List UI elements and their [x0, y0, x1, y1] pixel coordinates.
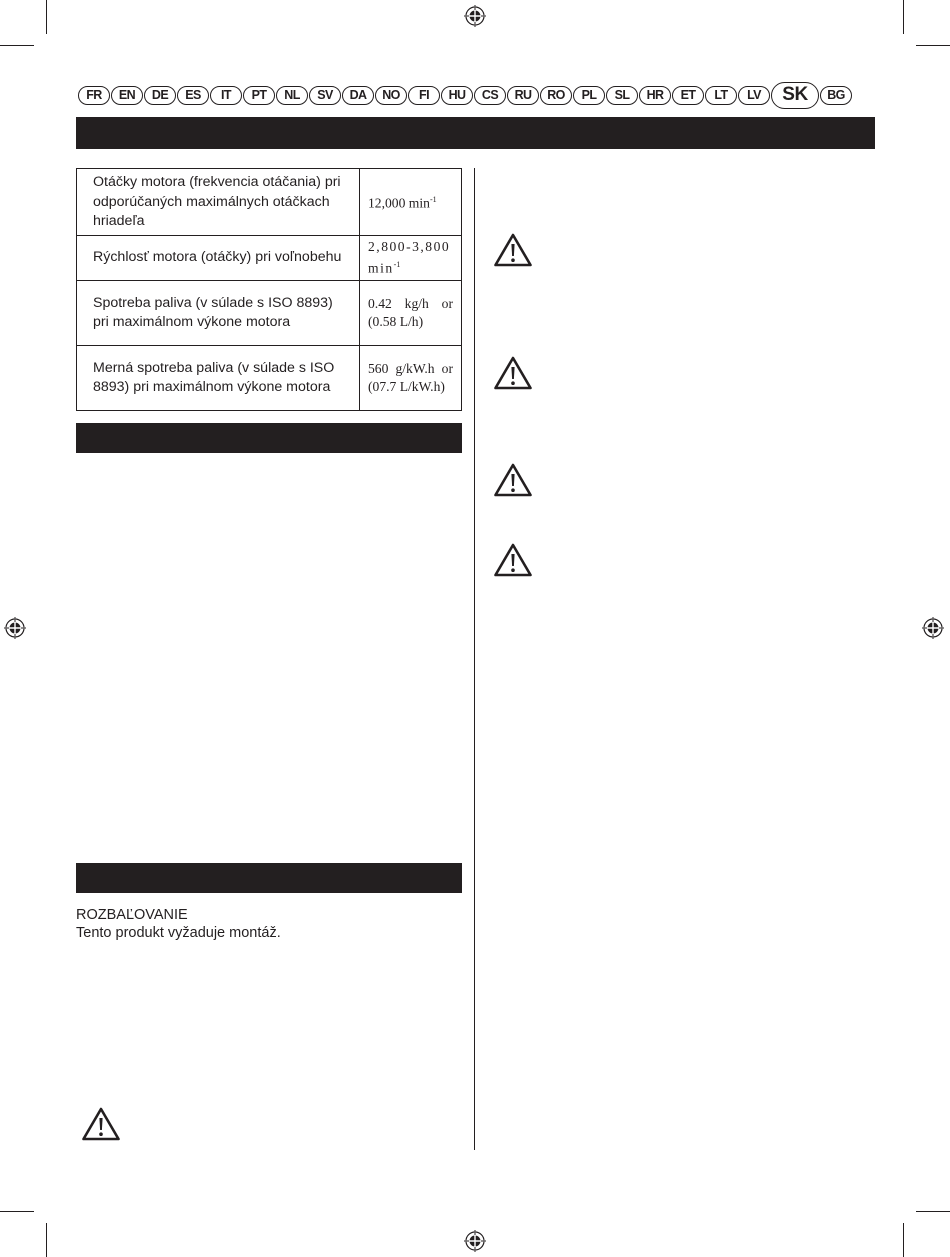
- crop-mark: [916, 45, 950, 46]
- lang-tab-sl[interactable]: SL: [606, 86, 638, 105]
- section-heading-band: [76, 423, 462, 453]
- crop-mark: [916, 1211, 950, 1212]
- table-row: [77, 169, 462, 236]
- registration-mark-icon: [4, 617, 26, 639]
- lang-tab-hr[interactable]: HR: [639, 86, 671, 105]
- lang-tab-ro[interactable]: RO: [540, 86, 572, 105]
- unpacking-section: [76, 907, 281, 942]
- spec-label: Spotreba paliva (v súlade s ISO 8893) pri maximálnom výkone motora: [77, 280, 360, 345]
- spec-value: 12,000 $\min^{-1}$: [360, 169, 462, 236]
- lang-tab-it[interactable]: IT: [210, 86, 242, 105]
- unpacking-text: Tento produkt vyžaduje montáž.: [76, 924, 281, 941]
- lang-tab-ru[interactable]: RU: [507, 86, 539, 105]
- crop-mark: [46, 1223, 47, 1257]
- spec-value-superscript: -1: [429, 194, 437, 204]
- table-row: [77, 345, 462, 410]
- lang-tab-fi[interactable]: FI: [408, 86, 440, 105]
- crop-mark: [0, 45, 34, 46]
- lang-tab-hu[interactable]: HU: [441, 86, 473, 105]
- lang-tab-de[interactable]: DE: [144, 86, 176, 105]
- spec-label: Rýchlosť motora (otáčky) pri voľnobehu: [77, 235, 360, 280]
- lang-tab-cs[interactable]: CS: [474, 86, 506, 105]
- spec-label: Merná spotreba paliva (v súlade s ISO 8893) pri maximálnom výkone motora: [77, 345, 360, 410]
- unpacking-heading: ROZBAĽOVANIE: [76, 907, 188, 923]
- warning-triangle-icon: [493, 462, 533, 498]
- spec-value: 560 g/kW.h or (07.7 L/kW.h): [360, 345, 462, 410]
- warning-triangle-icon: [493, 232, 533, 268]
- lang-tab-lt[interactable]: LT: [705, 86, 737, 105]
- table-row: [77, 280, 462, 345]
- lang-tab-pl[interactable]: PL: [573, 86, 605, 105]
- column-divider: [474, 168, 475, 1150]
- crop-mark: [46, 0, 47, 34]
- lang-tab-fr[interactable]: FR: [78, 86, 110, 105]
- lang-tab-sk-active[interactable]: SK: [771, 82, 819, 109]
- lang-tab-es[interactable]: ES: [177, 86, 209, 105]
- lang-tab-en[interactable]: EN: [111, 86, 143, 105]
- crop-mark: [0, 1211, 34, 1212]
- lang-tab-sv[interactable]: SV: [309, 86, 341, 105]
- lang-tab-et[interactable]: ET: [672, 86, 704, 105]
- lang-tab-pt[interactable]: PT: [243, 86, 275, 105]
- warning-triangle-icon: [493, 542, 533, 578]
- table-row: [77, 235, 462, 280]
- crop-mark: [903, 0, 904, 34]
- lang-tab-da[interactable]: DA: [342, 86, 374, 105]
- language-selector: [78, 81, 853, 109]
- lang-tab-lv[interactable]: LV: [738, 86, 770, 105]
- spec-label: Otáčky motora (frekvencia otáčania) pri odporúčaných maximálnych otáčkach hriadeľa: [77, 169, 360, 236]
- crop-mark: [903, 1223, 904, 1257]
- lang-tab-bg[interactable]: BG: [820, 86, 852, 105]
- warning-triangle-icon: [81, 1106, 121, 1142]
- registration-mark-icon: [464, 5, 486, 27]
- spec-value: 2,800-3,800 $\min^{-1}$: [360, 235, 462, 280]
- lang-tab-no[interactable]: NO: [375, 86, 407, 105]
- warning-triangle-icon: [493, 355, 533, 391]
- section-heading-band: [76, 863, 462, 893]
- spec-value-superscript: -1: [393, 259, 401, 269]
- registration-mark-icon: [464, 1230, 486, 1252]
- specifications-table: [76, 168, 462, 411]
- registration-mark-icon: [922, 617, 944, 639]
- page-header-band: [76, 117, 875, 149]
- spec-value: 0.42 kg/h or (0.58 L/h): [360, 280, 462, 345]
- lang-tab-nl[interactable]: NL: [276, 86, 308, 105]
